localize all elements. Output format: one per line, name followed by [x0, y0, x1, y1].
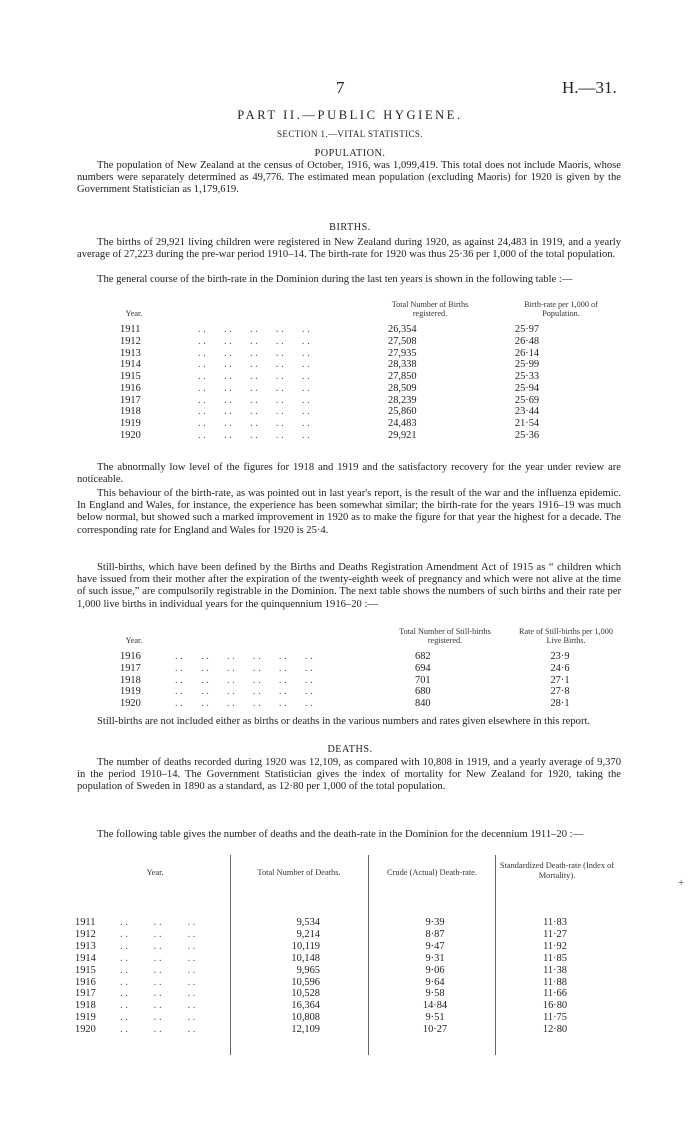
year-cell: 1916	[120, 382, 141, 394]
year-cell: 1920	[120, 429, 141, 441]
births-paragraph-1: The births of 29,921 living children were registered in New Zealand during 1920, as against 24,483 in 1919, and a yearly average of 27,223 during the pre-war period 1910–14. The birth-rate for 1920 was thus 25·36 per 1,000 of the total population.	[77, 237, 621, 261]
leader-dots: . . . . . .	[120, 952, 196, 964]
leader-dots: . . . . . . . . . . . .	[175, 698, 313, 709]
crude-cell: 9·64	[425, 976, 445, 988]
table-row	[120, 698, 615, 710]
table-row	[120, 675, 615, 687]
rate-cell: 23·9	[550, 651, 570, 662]
year-cell: 1918	[120, 674, 141, 686]
year-cell: 1918	[75, 1000, 96, 1012]
table-row	[120, 359, 586, 371]
leader-dots: . . . . . . . . . .	[198, 371, 310, 382]
leader-dots: . . . . . . . . . .	[198, 406, 310, 418]
total-cell: 16,364	[291, 1000, 320, 1012]
deaths-paragraph-2: The following table gives the number of deaths and the death-rate in the Dominion for the decennium 1911–20 :—	[97, 829, 584, 840]
leader-dots: . . . . . .	[120, 964, 196, 976]
leader-dots: . . . . . . . . . .	[198, 394, 310, 406]
leader-dots: . . . . . . . . . .	[198, 335, 310, 347]
leader-dots: . . . . . . . . . .	[198, 359, 310, 371]
births-paragraph-4: This behaviour of the birth-rate, as was pointed out in last year's report, is the result of the war and the influenza epidemic. In England and Wales, for instance, the experience has been somewhat similar; the birth-rate for the years 1916–19 was much below normal, but showed such a marked improvement in 1920 as to make the figure for that year the highest for a decade. The corresponding rate for England and Wales for 1920 is 25·4.	[77, 488, 621, 536]
total-cell: 27,508	[388, 335, 417, 347]
year-cell: 1915	[120, 371, 141, 382]
year-cell: 1913	[120, 347, 141, 359]
crude-cell: 9·47	[425, 940, 445, 952]
year-cell: 1912	[75, 928, 96, 940]
deaths-header-crude: Crude (Actual) Death-rate.	[387, 868, 477, 877]
std-cell: 11·85	[543, 952, 567, 964]
total-cell: 701	[415, 674, 431, 686]
still-births-table	[120, 651, 615, 710]
table-row	[75, 988, 615, 999]
deaths-header-std: Standardized Death-rate (Index of Mortality).	[499, 861, 615, 880]
leader-dots: . . . . . .	[120, 1000, 196, 1012]
std-cell: 11·83	[543, 917, 567, 928]
total-cell: 27,935	[388, 347, 417, 359]
leader-dots: . . . . . .	[120, 1024, 196, 1036]
table-row	[120, 418, 586, 430]
year-cell: 1919	[120, 418, 141, 429]
section-title: SECTION 1.—VITAL STATISTICS.	[277, 129, 423, 139]
year-cell: 1914	[75, 952, 96, 964]
deaths-header-total: Total Number of Deaths.	[257, 868, 341, 877]
year-cell: 1920	[75, 1024, 96, 1036]
table-row	[120, 651, 615, 663]
std-cell: 11·27	[543, 928, 567, 940]
total-cell: 840	[415, 698, 431, 709]
rate-cell: 25·99	[514, 359, 540, 371]
part-title: PART II.—PUBLIC HYGIENE.	[237, 108, 463, 122]
std-cell: 11·38	[543, 964, 567, 976]
std-cell: 11·66	[543, 988, 567, 1000]
birth-rate-table	[120, 324, 586, 442]
year-cell: 1917	[75, 988, 96, 1000]
deaths-table	[75, 855, 615, 1055]
population-paragraph: The population of New Zealand at the census of October, 1916, was 1,099,419. This total does not include Maoris, whose numbers were separately determined as 49,776. The estimated mean population (excluding Maoris) for 1920 is given by the Government Statistician as 1,179,619.	[77, 160, 621, 196]
table-row	[120, 383, 586, 395]
leader-dots: . . . . . . . . . .	[198, 382, 310, 394]
rate-cell: 25·36	[514, 429, 540, 441]
year-cell: 1917	[120, 394, 141, 406]
deaths-header-year: Year.	[146, 868, 164, 877]
year-cell: 1915	[75, 964, 96, 976]
year-cell: 1917	[120, 662, 141, 674]
table-row	[120, 336, 586, 348]
crude-cell: 10·27	[422, 1024, 448, 1036]
table-row	[120, 371, 586, 383]
leader-dots: . . . . . . . . . . . .	[175, 662, 313, 674]
leader-dots: . . . . . . . . . . . .	[175, 674, 313, 686]
rate-cell: 26·14	[514, 347, 540, 359]
total-cell: 682	[415, 651, 431, 662]
page-reference: H.—31.	[562, 78, 617, 97]
total-cell: 9,534	[296, 917, 320, 928]
table-row	[120, 406, 586, 418]
births-paragraph-2: The general course of the birth-rate in the Dominion during the last ten years is shown in the following table :—	[97, 274, 573, 285]
crude-cell: 9·31	[425, 952, 445, 964]
total-cell: 27,850	[388, 371, 417, 382]
birth-table-header-rate: Birth-rate per 1,000 of Population.	[524, 300, 598, 318]
leader-dots: . . . . . . . . . . . .	[175, 686, 313, 698]
leader-dots: . . . . . .	[120, 1012, 196, 1024]
leader-dots: . . . . . .	[120, 976, 196, 988]
table-row	[75, 929, 615, 940]
crude-cell: 14·84	[422, 1000, 448, 1012]
total-cell: 9,965	[296, 964, 320, 976]
crude-cell: 9·51	[425, 1012, 445, 1024]
year-cell: 1919	[75, 1012, 96, 1024]
table-row	[75, 941, 615, 952]
population-heading: POPULATION.	[314, 148, 386, 159]
std-cell: 11·92	[543, 940, 567, 952]
table-row	[120, 348, 586, 360]
leader-dots: . . . . . . . . . .	[198, 347, 310, 359]
total-cell: 29,921	[388, 429, 417, 441]
crude-cell: 9·06	[425, 964, 445, 976]
births-paragraph-5: Still-births, which have been defined by the Births and Deaths Registration Amendment Act of 1915 as “ children which have issued from their mother after the expiration of the twenty-eighth week of pregnancy and which were not alive at the time of such issue,” are compulsorily registrable in the Dominion. The next table shows the numbers of such births and their rate per 1,000 live births in individual years for the quinquennium 1916–20 :—	[77, 562, 621, 610]
leader-dots: . . . . . . . . . .	[198, 429, 310, 441]
still-births-paragraph: Still-births are not included either as births or deaths in the various numbers and rates given elsewhere in this report.	[97, 716, 591, 727]
year-cell: 1916	[75, 976, 96, 988]
still-table-header-total: Total Number of Still-births registered.	[399, 627, 491, 645]
leader-dots: . . . . . . . . . . . .	[175, 651, 313, 662]
total-cell: 694	[415, 662, 431, 674]
rate-cell: 27·8	[550, 686, 570, 698]
total-cell: 10,148	[291, 952, 320, 964]
leader-dots: . . . . . . . . . .	[198, 418, 310, 429]
rate-cell: 25·69	[514, 394, 540, 406]
total-cell: 28,239	[388, 394, 417, 406]
std-cell: 11·88	[543, 976, 567, 988]
total-cell: 10,596	[291, 976, 320, 988]
table-row	[75, 965, 615, 976]
deaths-heading: DEATHS.	[327, 744, 373, 755]
still-table-header-year: Year.	[125, 636, 143, 645]
total-cell: 26,354	[388, 324, 417, 335]
total-cell: 24,483	[388, 418, 417, 429]
still-table-header-rate: Rate of Still-births per 1,000 Live Births.	[519, 627, 613, 645]
year-cell: 1912	[120, 335, 141, 347]
births-heading: BIRTHS.	[329, 222, 371, 233]
table-row	[75, 1024, 615, 1035]
total-cell: 9,214	[296, 928, 320, 940]
year-cell: 1911	[75, 917, 96, 928]
rate-cell: 27·1	[550, 674, 570, 686]
crude-cell: 8·87	[425, 928, 445, 940]
total-cell: 28,338	[388, 359, 417, 371]
total-cell: 10,119	[291, 940, 320, 952]
rate-cell: 24·6	[550, 662, 570, 674]
birth-table-header-year: Year.	[125, 309, 143, 318]
table-row	[120, 324, 586, 336]
deaths-paragraph-1: The number of deaths recorded during 1920 was 12,109, as compared with 10,808 in 1919, and a yearly average of 9,370 in the period 1910–14. The Government Statistician gives the index of mortality for New Zealand for 1920, taking the population of Sweden in 1890 as a standard, as 12·80 per 1,000 of the total population.	[77, 757, 621, 793]
total-cell: 28,509	[388, 382, 417, 394]
table-row	[75, 917, 615, 928]
std-cell: 16·80	[542, 1000, 568, 1012]
table-row	[120, 663, 615, 675]
rate-cell: 25·94	[514, 382, 540, 394]
table-row	[75, 977, 615, 988]
table-row	[75, 1000, 615, 1011]
year-cell: 1920	[120, 698, 141, 709]
leader-dots: . . . . . .	[120, 988, 196, 1000]
rate-cell: 23·44	[514, 406, 540, 418]
leader-dots: . . . . . .	[120, 928, 196, 940]
table-row	[75, 953, 615, 964]
margin-mark: +	[678, 877, 685, 889]
year-cell: 1916	[120, 651, 141, 662]
leader-dots: . . . . . .	[120, 917, 196, 928]
table-row	[75, 1012, 615, 1023]
total-cell: 10,528	[291, 988, 320, 1000]
births-paragraph-3: The abnormally low level of the figures for 1918 and 1919 and the satisfactory recovery for the year under review are noticeable.	[77, 462, 621, 486]
crude-cell: 9·58	[425, 988, 445, 1000]
page-number: 7	[336, 78, 345, 97]
rate-cell: 25·97	[514, 324, 540, 335]
rate-cell: 26·48	[514, 335, 540, 347]
birth-table-header-total: Total Number of Births registered.	[391, 300, 469, 318]
total-cell: 25,860	[388, 406, 417, 418]
crude-cell: 9·39	[425, 917, 445, 928]
std-cell: 11·75	[543, 1012, 567, 1024]
rate-cell: 28·1	[550, 698, 570, 709]
year-cell: 1913	[75, 940, 96, 952]
year-cell: 1914	[120, 359, 141, 371]
total-cell: 10,808	[291, 1012, 320, 1024]
year-cell: 1911	[120, 324, 141, 335]
table-row	[120, 686, 615, 698]
year-cell: 1919	[120, 686, 141, 698]
total-cell: 12,109	[291, 1024, 320, 1036]
leader-dots: . . . . . .	[120, 940, 196, 952]
rate-cell: 25·33	[514, 371, 540, 382]
total-cell: 680	[415, 686, 431, 698]
rate-cell: 21·54	[514, 418, 540, 429]
table-row	[120, 430, 586, 442]
table-row	[120, 395, 586, 407]
year-cell: 1918	[120, 406, 141, 418]
std-cell: 12·80	[542, 1024, 568, 1036]
leader-dots: . . . . . . . . . .	[198, 324, 310, 335]
